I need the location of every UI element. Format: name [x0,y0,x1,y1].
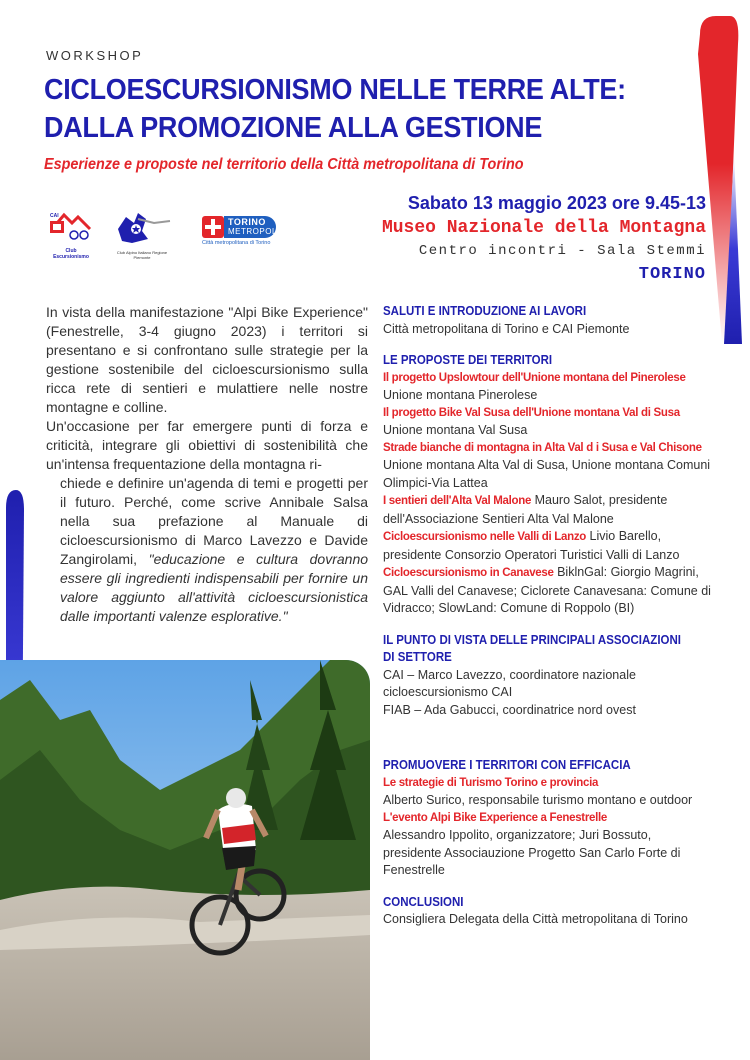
cai-escursionismo-logo [48,207,94,260]
agenda-item-title: Il progetto Upslowtour dell'Unione montana del Pinerolese [383,371,686,384]
intro-indent-block [46,474,368,626]
agenda-item-title: I sentieri dell'Alta Val Malone [383,495,532,507]
agenda-item-title: Strade bianche di montagna in Alta Val d i Susa e Val Chisone [383,441,702,454]
cai-name-text: Club Escursionismo [53,248,89,260]
torino-flag-icon [202,216,224,238]
agenda-section-title: PROMUOVERE I TERRITORI CON EFFICACIA [383,758,631,772]
agenda-item-title: Il progetto Bike Val Susa dell'Unione montana Val di Susa [383,406,680,419]
agenda-section-title: SALUTI E INTRODUZIONE AI LAVORI [383,304,587,318]
cai-piemonte-logo [108,207,176,260]
agenda-text: CAI – Marco Lavezzo, coordinatore nazionale cicloescursionismo CAI [383,667,636,699]
decorative-ribbon-right [690,14,750,344]
agenda-text: Alberto Surico, responsabile turismo montano e outdoor [383,793,693,807]
intro-text [46,303,368,626]
agenda-section-title: IL PUNTO DI VISTA DELLE PRINCIPALI ASSOCIAZIONI [383,632,681,647]
workshop-label: WORKSHOP [46,48,144,63]
agenda-text: Alessandro Ippolito, organizzatore; Juri Bossuto, presidente Associauzione Progetto San Carlo Forte di Fenestrelle [383,828,681,877]
event-city: TORINO [638,265,706,284]
cai-piemonte-text: Club Alpino Italiano Regione Piemonte [116,250,168,260]
agenda-section-title: LE PROPOSTE DEI TERRITORI [383,353,553,367]
cai-mark-text: CAI [50,213,59,219]
subtitle: Esperienze e proposte nel territorio della Città metropolitana di Torino [44,156,524,173]
intro-paragraph-2b: chiede e definire un'agenda di temi e progetti per il futuro. Perché, come scrive Annibale Salsa nella sua prefazione al Manuale di cicloescursionismo di Marco Lavezzo e Davide Zangirolami, [60,475,368,567]
agenda-text: FIAB – Ada Gabucci, coordinatrice nord ovest [383,702,636,717]
agenda-item-title: Cicloescursionismo nelle Valli di Lanzo [383,531,587,543]
intro-paragraph-2a: Un'occasione per far emergere punti di forza e criticità, integrare gli obiettivi di sostenibilità che un'intensa frequentazione della montagna ri- [46,418,368,472]
agenda-text: Unione montana Val Susa [383,423,528,437]
agenda-text: Città metropolitana di Torino e CAI Piemonte [383,321,630,336]
cyclist-photo [0,660,370,1060]
intro-quote: "educazione e cultura dovranno essere gli ingredienti indispensabili per fornire un valore aggiunto all'attività cicloescursionistica dalle importanti valenze esplorative." [60,551,369,624]
event-room: Centro incontri - Sala Stemmi [418,243,706,259]
agenda-text: Unione montana Pinerolese [383,388,538,402]
agenda-text: Mauro Salot, presidente dell'Associazione Sentieri Alta Val Malone [383,493,668,526]
agenda-section-title: CONCLUSIONI [383,894,464,909]
agenda-column [383,303,713,929]
torino-metropoli-logo [200,214,278,250]
torino-word: TORINO [228,217,266,227]
agenda-item-title: L'evento Alpi Bike Experience a Fenestrelle [383,811,607,824]
agenda-item-title: Le strategie di Turismo Torino e provincia [383,776,599,789]
title-line-1: CICLOESCURSIONISMO NELLE TERRE ALTE: [44,74,626,106]
agenda-text: BiklnGal: Giorgio Magrini, GAL Valli del Canavese; Ciclorete Canavesana: Comune di Vidracco; SlowLand: Comune di Roppolo (BI) [383,565,711,615]
event-date: Sabato 13 maggio 2023 ore 9.45-13 [407,193,706,213]
title-line-2: DALLA PROMOZIONE ALLA GESTIONE [44,112,543,144]
torino-caption: Città metropolitana di Torino [202,240,271,246]
agenda-text: Unione montana Alta Val di Susa, Unione montana Comuni Olimpici-Via Lattea [383,458,711,490]
metropoli-word: METROPOLI [228,227,280,236]
agenda-section-title-cont: DI SETTORE [383,650,452,664]
agenda-item-title: Cicloescursionismo in Canavese [383,567,554,579]
event-venue: Museo Nazionale della Montagna [381,218,706,238]
piemonte-emblem-icon [108,207,176,245]
intro-paragraph-1: In vista della manifestazione "Alpi Bike Experience" (Fenestrelle, 3-4 giugno 2023) i territori si presentano e si confrontano sulle strategie per la gestione sostenibile del cicloescursionismo sulla ricca rete di sentieri e mulattiere nelle nostre montagne e colline. [46,304,368,415]
agenda-text: Consigliera Delegata della Città metropolitana di Torino [383,912,688,926]
agenda-text: Livio Barello, presidente Consorzio Operatori Turistici Valli di Lanzo [383,529,680,562]
